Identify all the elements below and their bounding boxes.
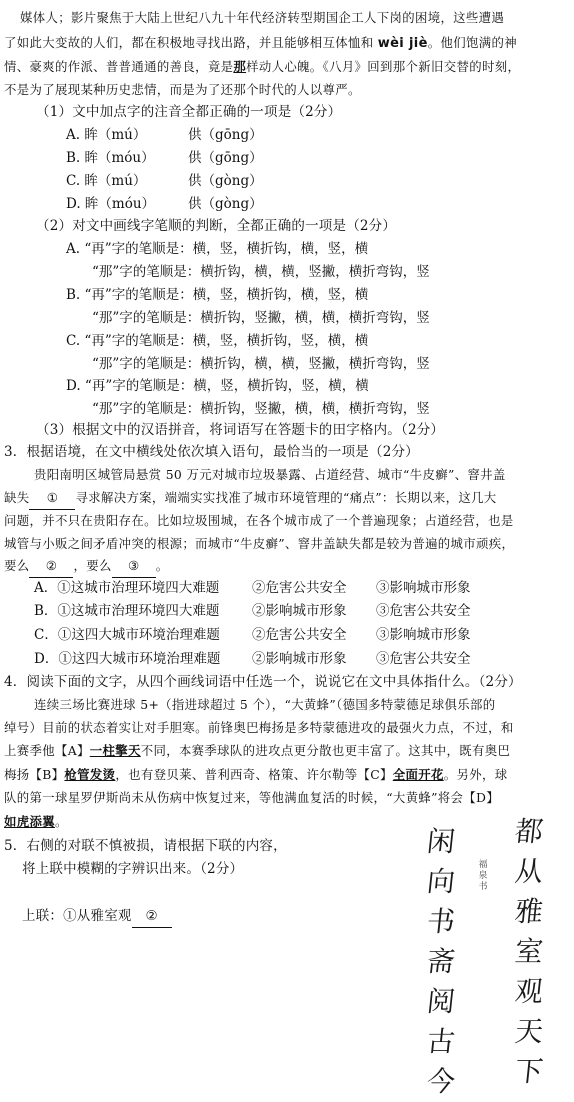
option-item: B. “再”字的笔顺是：横，竖，横折钩，横，竖，横	[66, 287, 369, 303]
option-item: ②危害公共安全	[252, 627, 347, 643]
couplet-signature: 福泉书	[478, 860, 488, 892]
question-stem: 3．根据语境，在文中横线处依次填入语句，最恰当的一项是（2分）	[4, 444, 419, 460]
question-stem: （3）根据文中的汉语拼音，将词语写在答题卡的田字格内。（2分）	[36, 422, 445, 438]
option-item: C. 眸（mú）	[66, 173, 147, 189]
option-value: 供（gōng）	[188, 150, 263, 166]
passage-line: 贵阳南明区城管局悬赏 50 万元对城市垃圾暴露、占道经营、城市“牛皮癣”、窨井盖	[34, 467, 506, 482]
option-item: ③影响城市形象	[376, 580, 471, 596]
question-stem: 4．阅读下面的文字，从四个画线词语中任选一个，说说它在文中具体指什么。（2分）	[4, 674, 522, 690]
passage-text: 了如此大变故的人们，都在积极地寻找出路，并且能够相互体恤和	[4, 35, 378, 50]
option-item: ②影响城市形象	[252, 603, 347, 619]
option-item: “那”字的笔顺是：横折钩，横，横，竖撇，横折弯钩，竖	[92, 356, 430, 372]
option-item: ③危害公共安全	[376, 651, 471, 667]
question-stem: 5．右侧的对联不慎被损，请根据下联的内容，	[4, 838, 287, 854]
passage-line: 如虎添翼。	[4, 814, 68, 829]
option-item: A. “再”字的笔顺是：横，竖，横折钩，横，竖，横	[66, 241, 369, 257]
option-item: A．①这城市治理环境四大难题	[34, 580, 220, 596]
option-item: “那”字的笔顺是：横折钩，竖撇，横，横，横折弯钩，竖	[92, 310, 430, 326]
answer-line: 上联：①从雅室观 ②	[22, 905, 172, 928]
option-item: ②危害公共安全	[252, 580, 347, 596]
passage-line: 梅扬【B】枪管发烫，也有登贝莱、普利西奇、格策、许尔勒等【C】全面开花。另外，球	[4, 767, 508, 782]
option-value: 供（gōng）	[188, 127, 263, 143]
passage-text: 。他们饱满的神	[427, 35, 517, 50]
passage-line: 队的第一球星罗伊斯尚未从伤病中恢复过来，等他满血复活的时候，“大黄蜂”将会【D】	[4, 790, 500, 805]
option-item: D. “再”字的笔顺是：横，竖，横折钩，竖，横，横	[66, 378, 369, 394]
underlined-char: 那	[233, 59, 247, 74]
passage-line	[4, 56, 520, 78]
option-item: ③影响城市形象	[376, 627, 471, 643]
underlined-term: 一柱擎天	[89, 743, 141, 758]
option-item: B．①这城市治理环境四大难题	[34, 603, 220, 619]
passage-line	[4, 32, 517, 55]
option-item: A. 眸（mú）	[66, 127, 147, 143]
underlined-term: 如虎添翼	[4, 814, 55, 829]
option-item: C. “再”字的笔顺是：横，竖，横折钩，竖，横，横	[66, 333, 369, 349]
option-item: “那”字的笔顺是：横折钩，竖撇，横，横，横折弯钩，竖	[92, 401, 430, 417]
option-value: 供（gòng）	[188, 196, 263, 212]
passage-line: 上赛季他【A】一柱擎天不同，本赛季球队的进攻点更分散也更丰富了。这其中，既有奥巴	[4, 743, 511, 758]
option-item: “那”字的笔顺是：横折钩，横，横，竖撇，横折弯钩，竖	[92, 264, 430, 280]
couplet-image	[410, 812, 560, 1098]
option-value: 供（gòng）	[188, 173, 263, 189]
underlined-term: 全面开花	[392, 767, 444, 782]
answer-blank: ②	[132, 905, 172, 928]
passage-text: 样动人心魄。《八月》回到那个新旧交替的时刻，	[246, 59, 521, 74]
underlined-term: 枪管发烫	[64, 767, 116, 782]
option-item: D. 眸（móu）	[66, 196, 156, 212]
question-stem: 将上联中模糊的字辨识出来。（2分）	[22, 861, 244, 877]
passage-line: 媒体人；影片聚焦于大陆上世纪八九十年代经济转型期国企工人下岗的困境，这些遭遇	[20, 10, 505, 25]
question-stem: （1）文中加点字的注音全都正确的一项是（2分）	[36, 104, 342, 120]
passage-text: 情、豪爽的作派、普普通通的善良，竟是	[4, 59, 234, 74]
passage-line: 要么 ② ，要么 ③ 。	[4, 555, 168, 578]
passage-line: 不是为了展现某种历史悲情，而是为了还那个时代的人以尊严。	[4, 82, 361, 97]
option-item: ③危害公共安全	[376, 603, 471, 619]
answer-blank: ③	[112, 555, 156, 578]
answer-blank: ②	[29, 555, 73, 578]
passage-line: 城管与小贩之间矛盾冲突的根源；而城市“牛皮癣”、窨井盖缺失都是较为普遍的城市顽疾，	[4, 536, 515, 551]
passage-line: 缺失 ① 寻求解决方案，端端实实找准了城市环境管理的“痛点”：长期以来，这几大	[4, 487, 497, 510]
couplet-left-column: 闲 向 书 斋 阅 古 今	[425, 825, 457, 1098]
question-stem: （2）对文中画线字笔顺的判断，全都正确的一项是（2分）	[36, 218, 397, 234]
pinyin-word: wèi jiè	[377, 36, 428, 51]
passage-line: 连续三场比赛进球 5+（指进球超过 5 个），“大黄蜂”（德国多特蒙德足球俱乐部的	[34, 697, 496, 712]
couplet-right-column: 都 从 雅 室 观 天 下	[513, 815, 545, 1088]
option-item: D．①这四大城市环境治理难题	[34, 651, 221, 667]
option-item: ②影响城市形象	[252, 651, 347, 667]
passage-line: 绰号）目前的状态着实让对手胆寒。前锋奥巴梅扬是多特蒙德进攻的最强火力点，不过，和	[4, 720, 514, 735]
answer-blank: ①	[29, 487, 75, 510]
passage-line: 问题，并不只在贵阳存在。比如垃圾围城，在各个城市成了一个普遍现象；占道经营，也是	[4, 513, 514, 528]
option-item: C．①这四大城市环境治理难题	[34, 627, 220, 643]
option-item: B. 眸（móu）	[66, 150, 155, 166]
